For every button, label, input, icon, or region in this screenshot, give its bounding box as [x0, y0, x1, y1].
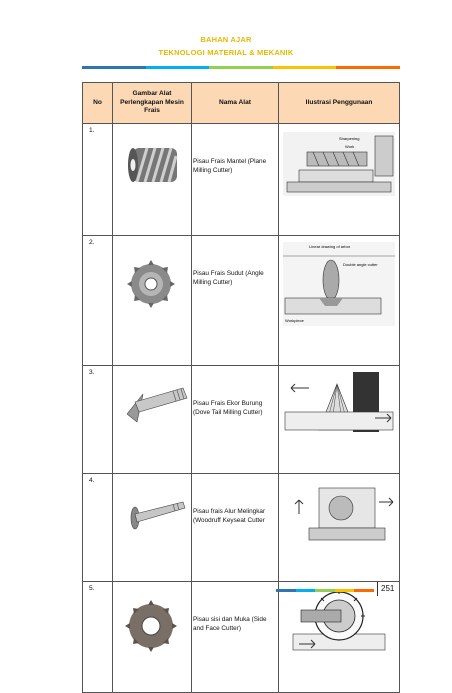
- table-row: [83, 366, 400, 474]
- header-subtitle: TEKNOLOGI MATERIAL & MEKANIK: [158, 48, 294, 57]
- table-row: [83, 474, 400, 582]
- header-title: BAHAN AJAR: [200, 35, 252, 44]
- illus-label: Work: [345, 144, 355, 149]
- row-number: 2.: [83, 236, 113, 366]
- table-row: [83, 124, 400, 236]
- header-color-rule: [82, 66, 400, 69]
- row-number: 4.: [83, 474, 113, 582]
- tool-name: Pisau Frais Ekor Burung (Dove Tail Milling Cutter): [192, 366, 279, 474]
- angle-milling-illustration: [279, 236, 400, 366]
- woodruff-cutter-image: [113, 474, 192, 582]
- table-header-row: [83, 83, 400, 124]
- row-number: 3.: [83, 366, 113, 474]
- footer-color-rule: [276, 589, 374, 592]
- tool-name: Pisau Frais Sudut (Angle Milling Cutter): [192, 236, 279, 366]
- plane-milling-cutter-image: [113, 124, 192, 236]
- row-number: 1.: [83, 124, 113, 236]
- page-number-divider: [377, 582, 378, 596]
- angle-milling-cutter-image: [113, 236, 192, 366]
- tool-name: Pisau frais Alur Melingkar (Woodruff Keyseat Cutter: [192, 474, 279, 582]
- side-face-cutter-image: [113, 582, 192, 693]
- illus-label: Linear drawing of arbor: [309, 244, 351, 249]
- page-number: 251: [381, 584, 395, 593]
- woodruff-illustration: [279, 474, 400, 582]
- header-ilustrasi: Ilustrasi Penggunaan: [279, 83, 400, 124]
- header-gambar: Gambar Alat Perlengkapan Mesin Frais: [113, 83, 192, 124]
- plane-milling-illustration: [279, 124, 400, 236]
- illus-label: Workpiece: [285, 318, 304, 323]
- row-number: 5.: [83, 582, 113, 693]
- dovetail-illustration: [279, 366, 400, 474]
- tool-name: Pisau Frais Mantel (Plane Milling Cutter): [192, 124, 279, 236]
- table-row: [83, 582, 400, 693]
- illus-label: Sharpening: [339, 136, 360, 141]
- header-no: No: [83, 83, 113, 124]
- illus-label: Double angle cutter: [343, 262, 378, 267]
- tool-name: Pisau sisi dan Muka (Side and Face Cutter): [192, 582, 279, 693]
- side-face-illustration: [279, 582, 400, 693]
- header-nama: Nama Alat: [192, 83, 279, 124]
- table-row: [83, 236, 400, 366]
- tools-table: [82, 82, 400, 693]
- dovetail-cutter-image: [113, 366, 192, 474]
